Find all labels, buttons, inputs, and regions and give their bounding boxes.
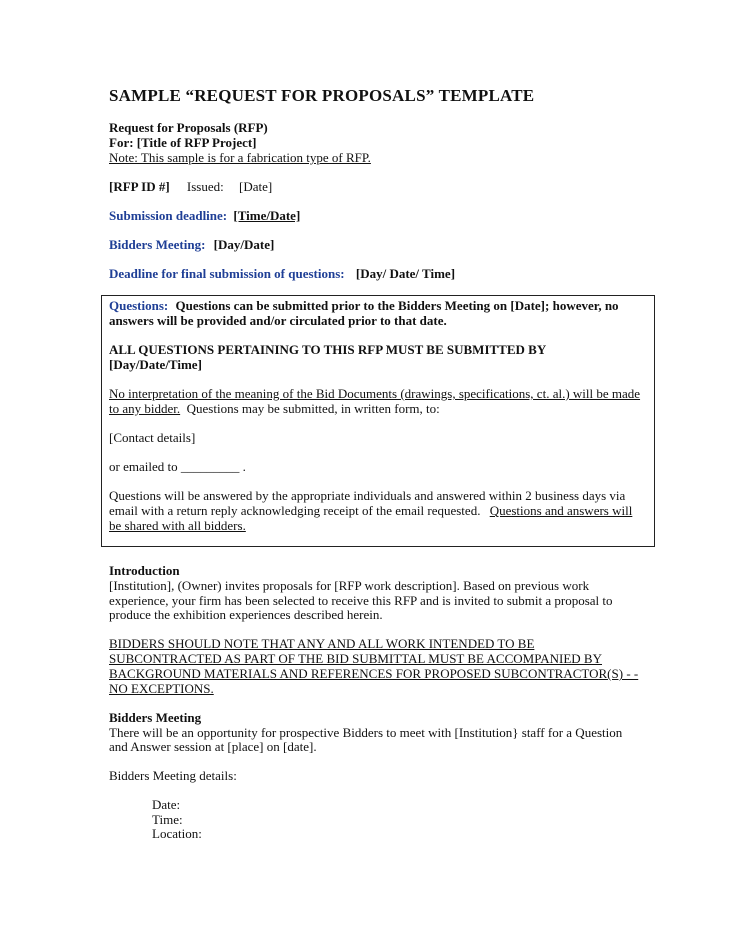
meeting-location-label: Location: [152,826,202,841]
questions-text-1: Questions can be submitted prior to the Bidders Meeting on [Date]; however, no [175,298,619,313]
bidders-meeting-value: [Day/Date] [213,237,275,252]
interpretation-line-1: No interpretation of the meaning of the Bid Documents (drawings, specifications, ct. al.) will be made [109,386,641,401]
answered-line-1: Questions will be answered by the appropriate individuals and answered within 2 business days via [109,488,626,503]
questions-label: Questions: [109,298,169,313]
submission-deadline-label: Submission deadline: [109,208,228,223]
questions-box [101,295,655,547]
questions-deadline-label: Deadline for final submission of questions: [109,266,345,281]
bidders-meeting-details: Bidders Meeting details: [109,768,237,783]
bidders-meeting-text-2: and Answer session at [place] on [date]. [109,739,317,754]
submission-deadline-value: [Time/Date] [233,208,301,223]
answered-line-3: be shared with all bidders. [109,518,246,533]
interpretation-rest: Questions may be submitted, in written form, to: [180,401,440,416]
introduction-line-2: experience, your firm has been selected to receive this RFP and is invited to submit a proposal to [109,593,613,608]
questions-deadline-line [109,266,455,281]
introduction-heading: Introduction [109,563,180,578]
issued-label: Issued: [186,179,224,194]
submission-deadline-line [109,208,300,223]
sample-note: Note: This sample is for a fabrication type of RFP. [109,150,371,165]
notice-line-1: BIDDERS SHOULD NOTE THAT ANY AND ALL WORK INTENDED TO BE [109,636,535,651]
bidders-meeting-heading: Bidders Meeting [109,710,202,725]
page-title: SAMPLE “REQUEST FOR PROPOSALS” TEMPLATE [109,86,535,105]
introduction-line-1: [Institution], (Owner) invites proposals for [RFP work description]. Based on previous work [109,578,590,593]
answered-text-2: email with a return reply acknowledging receipt of the email requested. [109,503,481,518]
questions-line-1 [109,298,619,313]
introduction-line-3: produce the exhibition experiences described herein. [109,607,383,622]
rfp-id: [RFP ID #] [109,179,170,194]
interpretation-line-2 [109,401,440,416]
emailed-to: or emailed to _________ . [109,459,246,474]
notice-line-4: NO EXCEPTIONS. [109,681,214,696]
bidders-meeting-line [109,237,274,252]
meeting-date-label: Date: [152,797,181,812]
all-questions-heading: ALL QUESTIONS PERTAINING TO THIS RFP MUST BE SUBMITTED BY [109,342,547,357]
meeting-time-label: Time: [152,812,183,827]
issued-date: [Date] [239,179,273,194]
rfp-heading-line: Request for Proposals (RFP) [109,120,268,135]
bidders-meeting-text-1: There will be an opportunity for prospective Bidders to meet with [Institution} staff for a Question [109,725,623,740]
answered-shared-note: Questions and answers will [489,503,633,518]
questions-text-2: answers will be provided and/or circulated prior to that date. [109,313,447,328]
bidders-meeting-label: Bidders Meeting: [109,237,206,252]
answered-line-2 [109,503,632,518]
notice-line-2: SUBCONTRACTED AS PART OF THE BID SUBMITTAL MUST BE ACCOMPANIED BY [109,651,602,666]
questions-deadline-value: [Day/ Date/ Time] [355,266,456,281]
notice-line-3: BACKGROUND MATERIALS AND REFERENCES FOR PROPOSED SUBCONTRACTOR(S) - - [109,666,639,681]
all-questions-deadline: [Day/Date/Time] [109,357,202,372]
rfp-project-title: For: [Title of RFP Project] [109,135,257,150]
interpretation-underlined: to any bidder. [109,401,181,416]
contact-details: [Contact details] [109,430,196,445]
rfp-id-line [109,179,272,194]
